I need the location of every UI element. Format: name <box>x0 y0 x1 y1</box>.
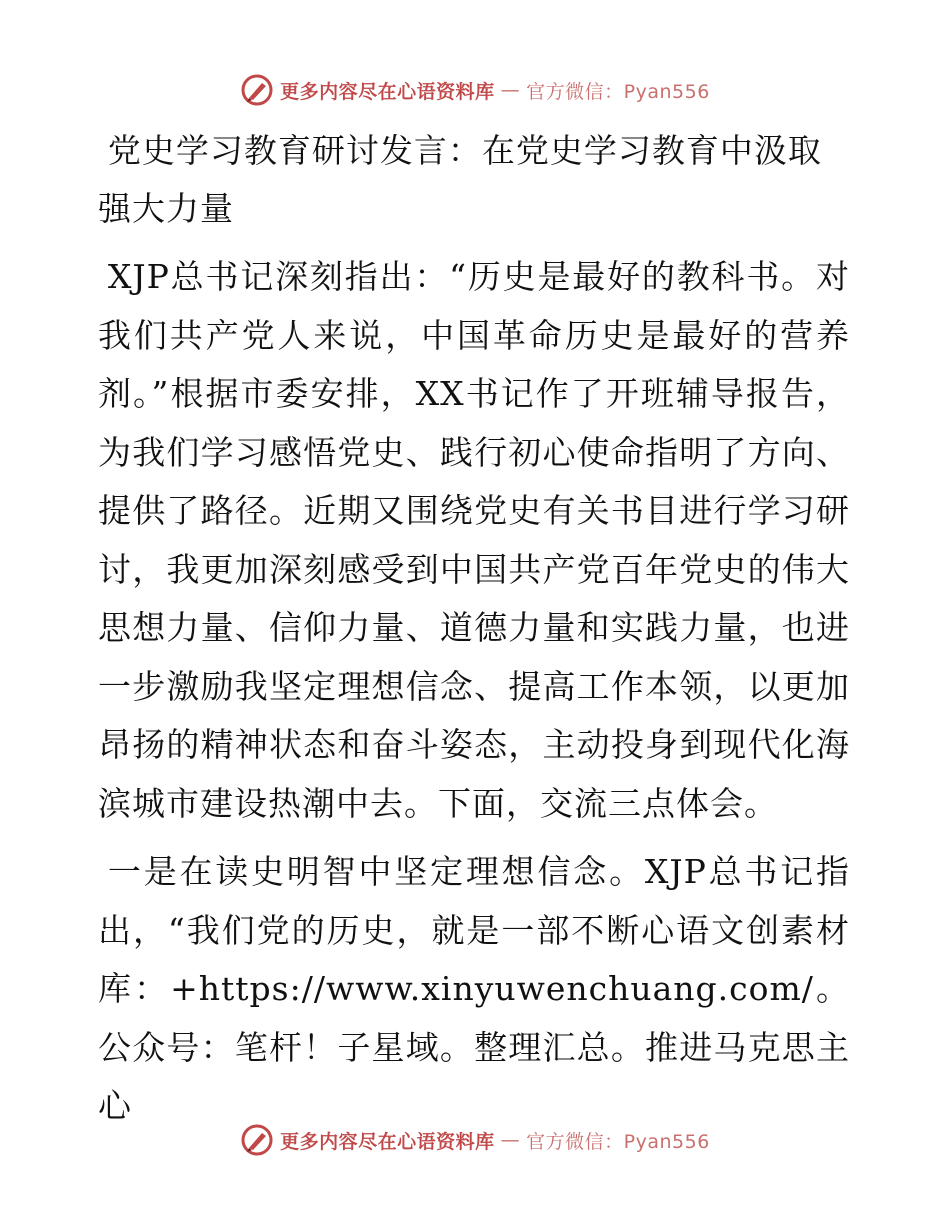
watermark-wechat: 官方微信：Pyan556 <box>526 1130 710 1153</box>
document-title: 党史学习教育研讨发言：在党史学习教育中汲取强大力量 <box>98 131 822 228</box>
watermark-separator: — <box>500 79 521 101</box>
document-body <box>98 122 850 1146</box>
paragraph-point-one: 一是在读史明智中坚定理想信念。XJP总书记指出，“我们党的历史，就是一部不断心语文创素材库：+https://www.xinyuwenchuang.com/。公众号：笔杆！子星域。整理汇总。推进马克思主心 <box>98 852 850 1125</box>
watermark-brand: 更多内容尽在心语资料库 <box>280 80 495 103</box>
watermark-wechat: 官方微信：Pyan556 <box>526 80 710 103</box>
paragraph-intro: XJP总书记深刻指出：“历史是最好的教科书。对我们共产党人来说，中国革命历史是最好的营养剂。”根据市委安排，XX书记作了开班辅导报告，为我们学习感悟党史、践行初心使命指明了方向、提供了路径。近期又围绕党史有关书目进行学习研讨，我更加深刻感受到中国共产党百年党史的伟大思想力量、信仰力量、道德力量和实践力量，也进一步激励我坚定理想信念、提高工作本领，以更加昂扬的精神状态和奋斗姿态，主动投身到现代化海滨城市建设热潮中去。下面，交流三点体会。 <box>98 257 850 823</box>
pen-logo-icon <box>240 1123 274 1157</box>
watermark-brand: 更多内容尽在心语资料库 <box>280 1130 495 1153</box>
watermark-separator: — <box>500 1129 521 1151</box>
pen-logo-icon <box>240 73 274 107</box>
watermark-header <box>0 70 950 110</box>
watermark-footer <box>0 1120 950 1160</box>
